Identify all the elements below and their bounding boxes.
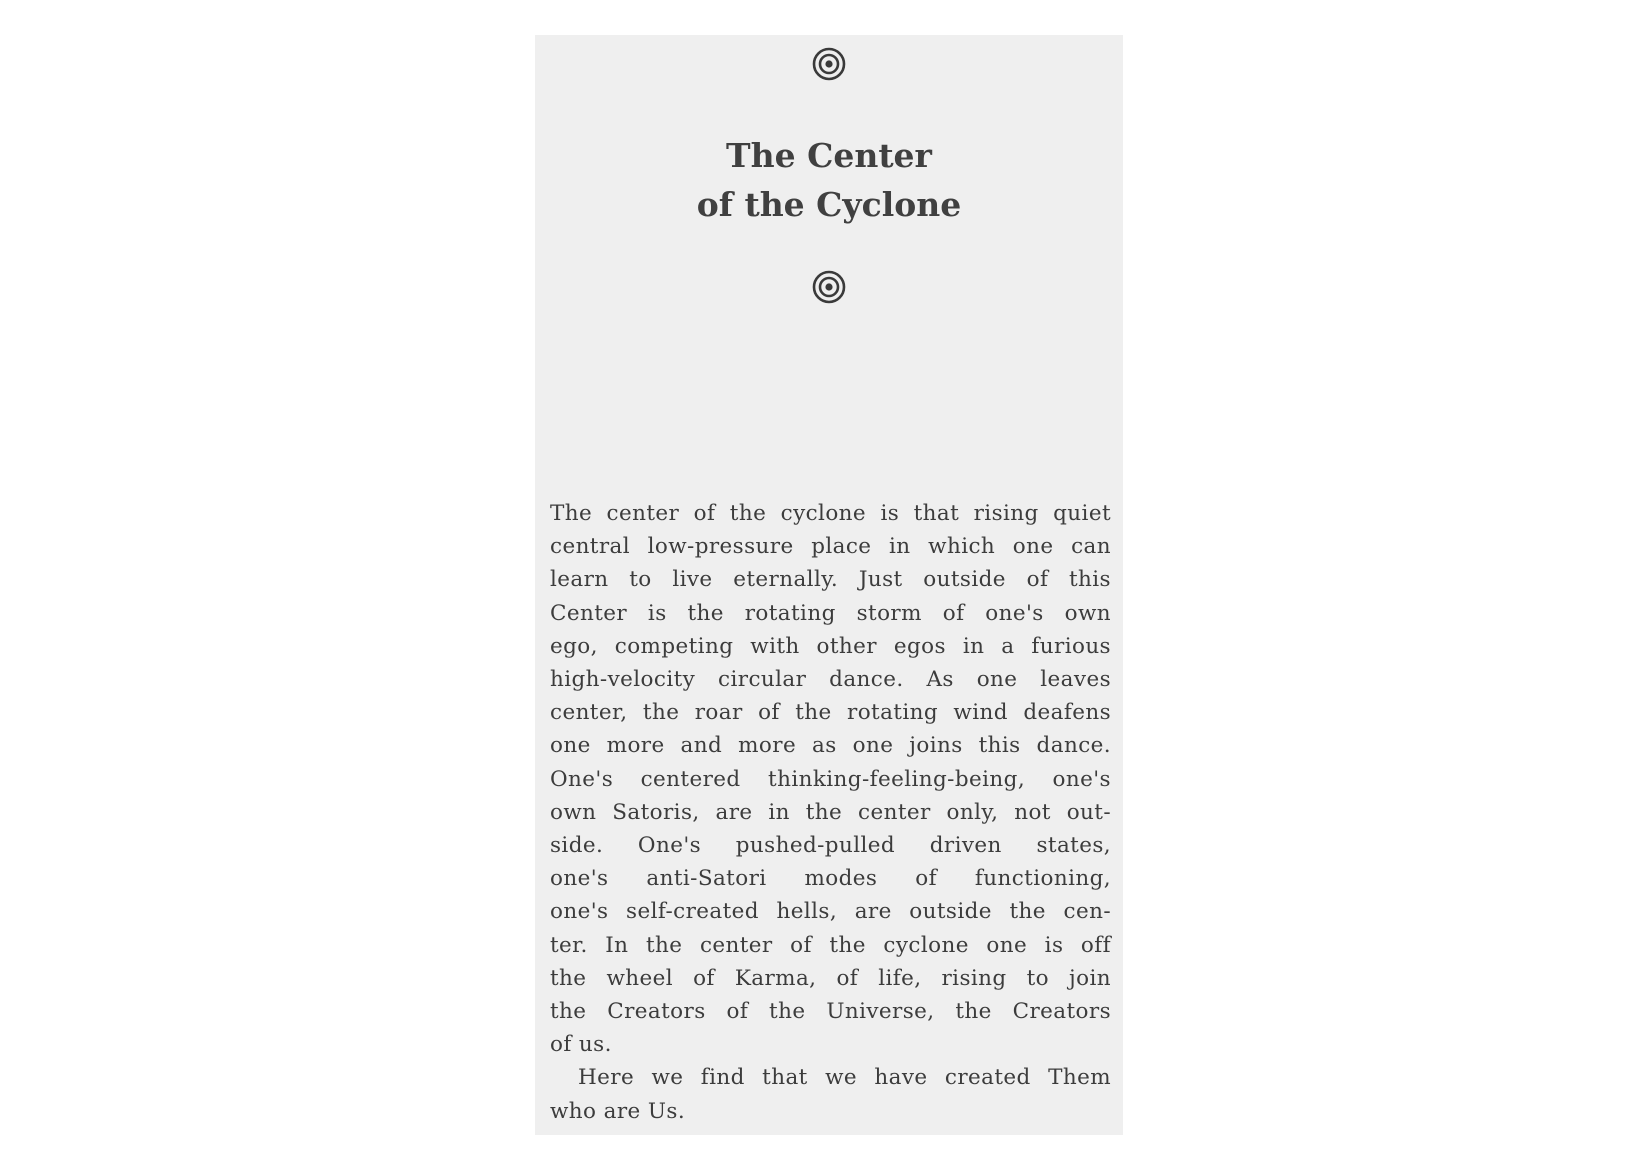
paragraph-1-line: one more and more as one joins this dance. <box>550 733 1111 759</box>
paragraph-1-line: of us. <box>550 1032 612 1058</box>
paragraph-1-line: One's centered thinking-feeling-being, one's <box>550 766 1111 792</box>
concentric-circles-icon <box>812 270 846 304</box>
paragraph-1-line: Center is the rotating storm of one's own <box>550 600 1111 626</box>
paragraph-1-line: ter. In the center of the cyclone one is off <box>550 932 1111 958</box>
paragraph-1-line: side. One's pushed-pulled driven states, <box>550 833 1111 859</box>
body-text <box>550 497 1111 1128</box>
paragraph-1-line: one's self-created hells, are outside the cen- <box>550 899 1111 925</box>
paragraph-1-line: the wheel of Karma, of life, rising to join <box>550 965 1111 991</box>
book-page <box>535 35 1123 1135</box>
paragraph-1-line: learn to live eternally. Just outside of this <box>550 567 1111 593</box>
paragraph-1-line: center, the roar of the rotating wind deafens <box>550 700 1111 726</box>
paragraph-1-line: ego, competing with other egos in a furious <box>550 633 1111 659</box>
title-line-2: of the Cyclone <box>696 185 962 224</box>
page-title <box>535 131 1123 229</box>
title-line-1: The Center <box>726 136 932 175</box>
paragraph-1-line: one's anti-Satori modes of functioning, <box>550 866 1111 892</box>
paragraph-1-line: the Creators of the Universe, the Creators <box>550 999 1111 1025</box>
paragraph-1-line: high-velocity circular dance. As one leaves <box>550 667 1111 693</box>
concentric-circles-icon <box>812 47 846 81</box>
paragraph-2-line: Here we find that we have created Them <box>578 1065 1111 1091</box>
paragraph-1-line: own Satoris, are in the center only, not out- <box>550 799 1111 825</box>
paragraph-1-line: The center of the cyclone is that rising quiet <box>550 501 1111 526</box>
paragraph-1-line: central low-pressure place in which one can <box>550 534 1111 560</box>
paragraph-2-line: who are Us. <box>550 1098 686 1124</box>
